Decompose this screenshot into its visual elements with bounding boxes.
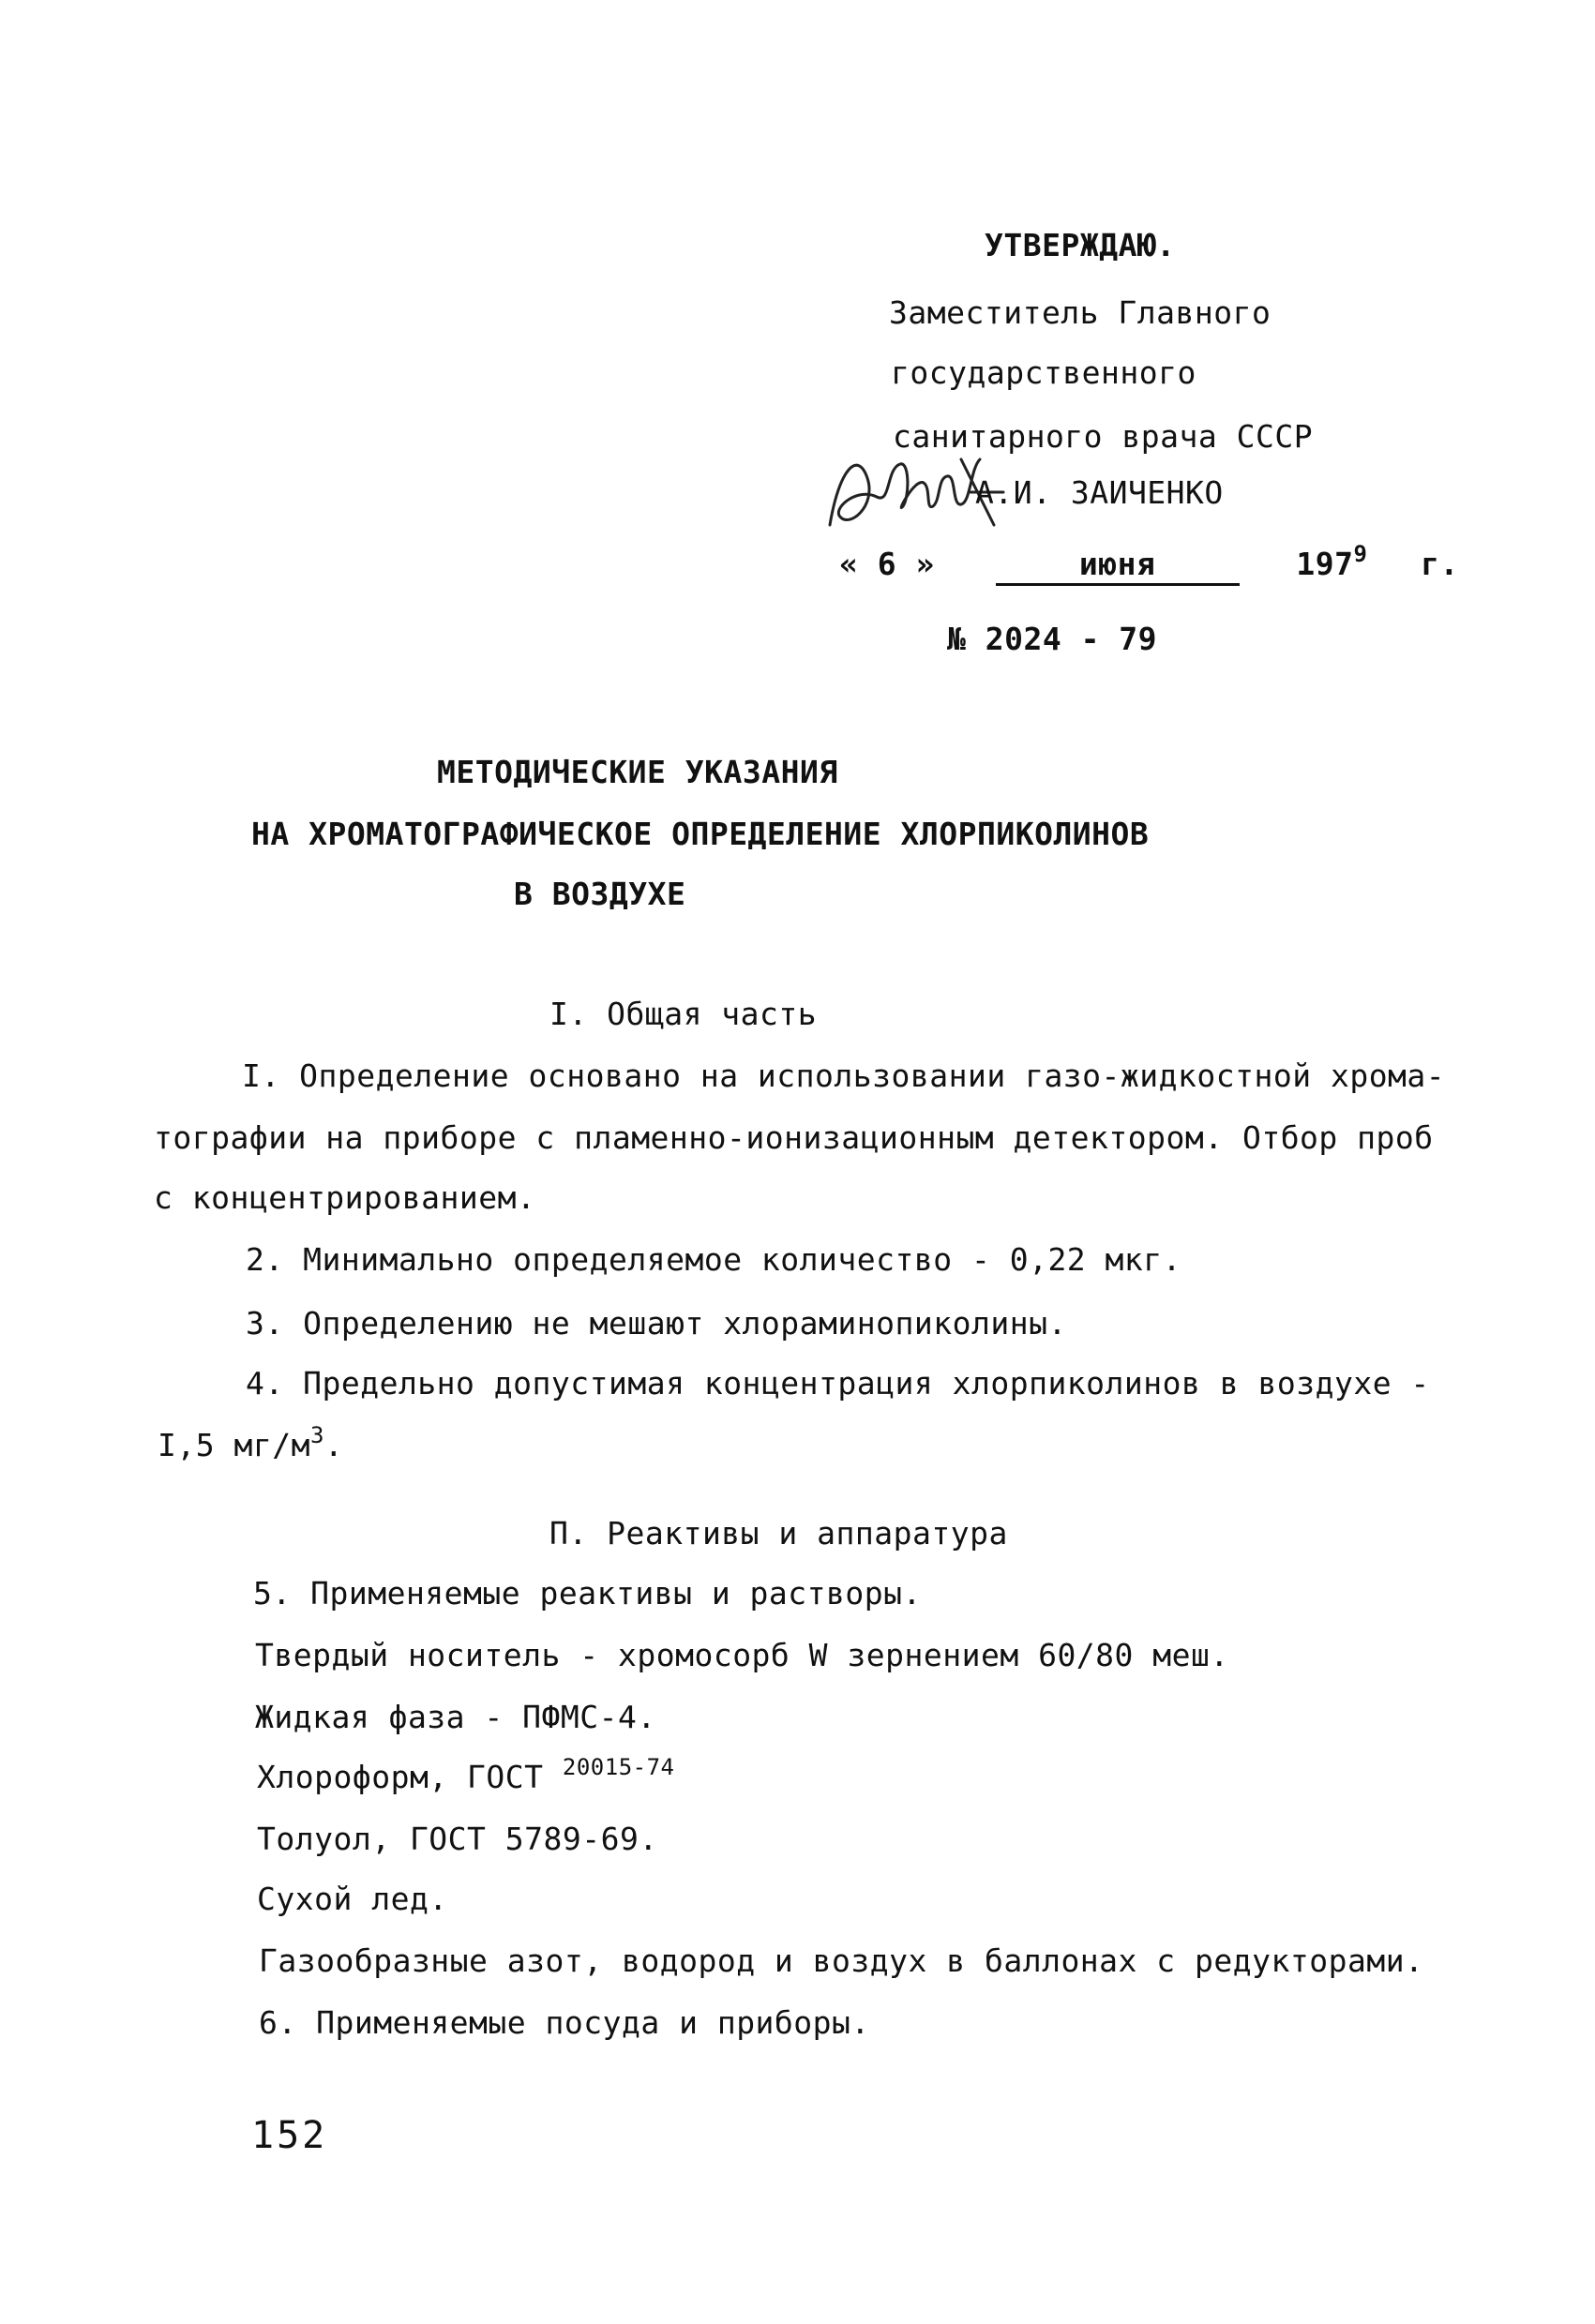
reagent-solid-carrier: Твердый носитель - хромосорб W зернением 60/80 меш. — [255, 1637, 1229, 1673]
document-title-line2: НА ХРОМАТОГРАФИЧЕСКОЕ ОПРЕДЕЛЕНИЕ ХЛОРПИКОЛИНОВ — [251, 816, 1150, 852]
approval-signatory: А.И. ЗАИЧЕНКО — [975, 474, 1224, 511]
reagent-liquid-phase: Жидкая фаза - ПФМС-4. — [255, 1699, 656, 1735]
date-year-suffix: 9 — [1353, 541, 1368, 567]
approval-date — [839, 541, 1459, 586]
approval-position-line2: государственного — [891, 354, 1196, 391]
section1-paragraph1-line2: тографии на приборе с пламенно-ионизационным детектором. Отбор проб — [154, 1119, 1434, 1156]
date-month: июня — [996, 546, 1240, 586]
mpc-unit-exponent: 3 — [309, 1422, 324, 1448]
document-title-line3: В ВОЗДУХЕ — [514, 876, 686, 912]
date-year — [1296, 541, 1368, 582]
mpc-end: . — [324, 1427, 344, 1463]
reagent-toluene: Толуол, ГОСТ 5789-69. — [257, 1821, 658, 1857]
reagent-chloroform — [257, 1754, 675, 1799]
chloroform-text: Хлороформ, ГОСТ — [257, 1759, 563, 1795]
reagent-gases: Газообразные азот, водород и воздух в баллонах с редукторами. — [259, 1942, 1424, 1979]
date-day: « 6 » — [839, 546, 935, 582]
section2-paragraph6: 6. Применяемые посуда и приборы. — [259, 2004, 870, 2041]
document-title-line1: МЕТОДИЧЕСКИЕ УКАЗАНИЯ — [437, 754, 838, 790]
section2-heading: П. Реактивы и аппаратура — [549, 1515, 1008, 1552]
section1-paragraph3: 3. Определению не мешают хлораминопиколины. — [246, 1305, 1067, 1342]
approval-position-line3: санитарного врача СССР — [893, 418, 1314, 455]
approval-position-line1: Заместитель Главного — [889, 294, 1271, 331]
section1-heading: I. Общая часть — [549, 996, 818, 1032]
mpc-value: I,5 мг/м — [158, 1427, 310, 1463]
section2-paragraph5: 5. Применяемые реактивы и растворы. — [253, 1575, 922, 1612]
reagent-dry-ice: Сухой лед. — [257, 1881, 448, 1917]
section1-paragraph1-line1: I. Определение основано на использовании газо-жидкостной хрома- — [242, 1057, 1446, 1094]
page-number: 152 — [251, 2114, 328, 2157]
date-year-prefix: 197 — [1296, 546, 1354, 582]
approval-number: № 2024 - 79 — [947, 621, 1158, 657]
section1-paragraph2: 2. Минимально определяемое количество - 0,22 мкг. — [246, 1241, 1182, 1278]
approval-heading: УТВЕРЖДАЮ. — [985, 227, 1176, 263]
section1-paragraph1-line3: с концентрированием. — [154, 1179, 536, 1216]
date-year-unit: г. — [1421, 546, 1459, 582]
section1-paragraph4-line2 — [158, 1422, 344, 1467]
chloroform-gost: 20015-74 — [562, 1754, 675, 1780]
section1-paragraph4-line1: 4. Предельно допустимая концентрация хлорпиколинов в воздухе - — [246, 1365, 1430, 1402]
